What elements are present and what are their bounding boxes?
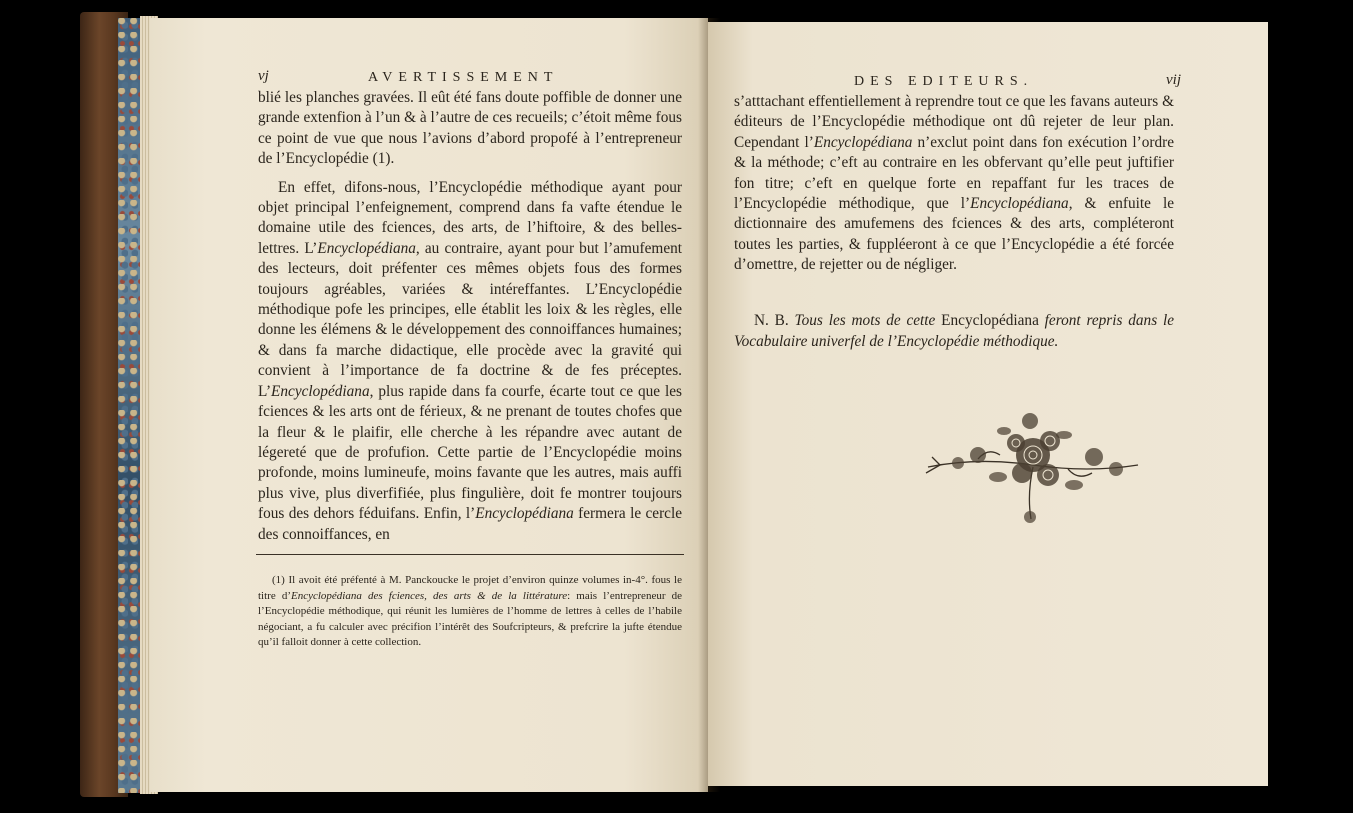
right-folio: vij xyxy=(1166,72,1181,88)
left-running-header: AVERTISSEMENT xyxy=(368,70,559,85)
right-paragraph-1: s’atttachant effentiellement à reprendre tout ce que les favans auteurs & éditeurs de l’Encyclopédie méthodique ont dû rejeter de leur plan. Cependant l’Encyclopédiana n’exclut point dans fon exécution l’ordre & la méthode; c’eft au contraire en les obfervant qu’elle peut juftifier fon titre; c’eft en quelque forte en repaffant fur les traces de l’Encyclopédie méthodique, que l’Encyclopédiana, & enfuite le dictionnaire des amufemens des fciences & des arts, compléteront toutes les parties, & fuppléeront à ce que l’Encyclopédie a été forcée d’omettre, de rejetter ou de négliger. xyxy=(734,93,1174,274)
nota-bene: N. B. Tous les mots de cette Encyclopédiana feront repris dans le Vocabulaire univerfel de l’Encyclopédie méthodique. xyxy=(734,312,1175,350)
right-body-text xyxy=(734,92,1174,284)
left-page xyxy=(150,18,708,792)
right-page xyxy=(708,22,1268,786)
right-running-header: DES EDITEURS. xyxy=(854,74,1034,89)
footnote-rule xyxy=(256,554,684,555)
open-book xyxy=(80,12,1275,802)
left-paragraph-1: blié les planches gravées. Il eût été fans doute poffible de donner une grande extenfion à l’un & à l’autre de ces recueils; c’étoit même fous ce point de vue que nous l’avions d’abord propofé à l’entrepreneur de l’Encyclopédie (1). xyxy=(258,89,682,168)
left-body-text xyxy=(258,88,682,553)
left-paragraph-2: En effet, difons-nous, l’Encyclopédie méthodique ayant pour objet principal l’enfeignement, comprend dans fa vafte étendue le domaine utile des fciences, des arts, de l’hiftoire, & des belles-lettres. L’Encyclopédiana, au contraire, ayant pour but l’amufement des lecteurs, doit préfenter ces mêmes objets fous des formes toujours agréables, variées & intéreffantes. L’Encyclopédie méthodique pofe les principes, elle établit les loix & les règles, elle donne les élémens & le développement des connoiffances humaines; & dans fa marche didactique, elle procède avec la gravité qui convient à l’importance de fa doctrine & de fes préceptes. L’Encyclopédiana, plus rapide dans fa courfe, écarte tout ce que les fciences & les arts ont de férieux, & ne prenant de toutes chofes que la fleur & le plaifir, elle cherche à les répandre avec autant de légereté que de profufion. Cette partie de l’Encyclopédie moins profonde, moins lumineufe, moins favante que les autres, mais auffi plus vive, plus diverfifiée, plus fingulière, doit fe montrer toujours fous des dehors féduifans. Enfin, l’Encyclopédiana fermera le cercle des connoiffances, en xyxy=(258,178,683,543)
footnote: (1) Il avoit été préfenté à M. Panckoucke le projet d’environ quinze volumes in-4°. fous le titre d’Encyclopédiana des fciences, des arts & de la littérature: mais l’entrepreneur de l’Encyclopédie méthodique, qui réunit les lumières de l’homme de lettres à celles de l’habile négociant, a fu calculer avec précifion l’intérêt des Soufcripteurs, & prefcrire la jufte étendue qu’il falloit donner à cette collection. xyxy=(258,574,682,648)
floral-vignette-icon xyxy=(918,407,1148,532)
left-folio: vj xyxy=(258,68,269,84)
